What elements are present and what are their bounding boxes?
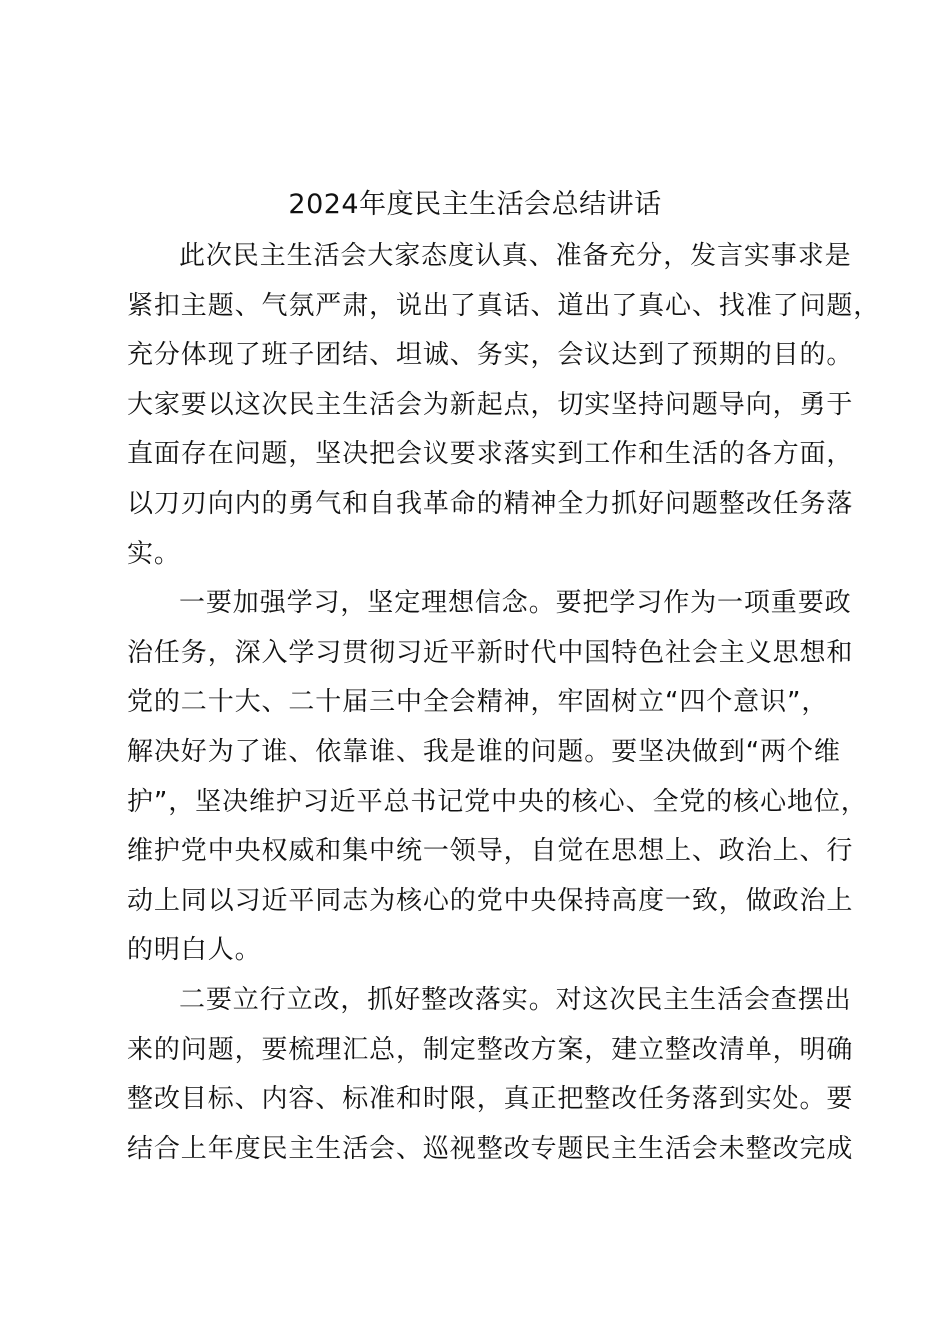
text-line: 充分体现了班子团结、坦诚、务实，会议达到了预期的目的。: [127, 340, 854, 371]
document-body: [127, 232, 881, 1174]
text-line: 直面存在问题，坚决把会议要求落实到工作和生活的各方面，: [127, 439, 854, 470]
text-line: 一要加强学习，坚定理想信念。要把学习作为一项重要政: [179, 588, 852, 619]
text-line: 此次民主生活会大家态度认真、准备充分，发言实事求是: [179, 241, 852, 271]
text-line: 动上同以习近平同志为核心的党中央保持高度一致，做政治上: [127, 885, 854, 916]
document-title: 2024年度民主生活会总结讲话: [288, 189, 662, 220]
text-line: 党的二十大、二十届三中全会精神，牢固树立“四个意识”，: [127, 687, 829, 718]
text-line: 治任务，深入学习贯彻习近平新时代中国特色社会主义思想和: [127, 637, 854, 668]
text-line: 的明白人。: [127, 935, 262, 966]
text-line: 二要立行立改，抓好整改落实。对这次民主生活会查摆出: [179, 984, 852, 1015]
text-line: 整改目标、内容、标准和时限，真正把整改任务落到实处。要: [127, 1084, 854, 1115]
text-line: 护”，坚决维护习近平总书记党中央的核心、全党的核心地位，: [127, 786, 868, 817]
text-line: 实。: [127, 538, 181, 569]
text-line: 紧扣主题、气氛严肃，说出了真话、道出了真心、找准了问题，: [127, 290, 881, 321]
text-line: 维护党中央权威和集中统一领导，自觉在思想上、政治上、行: [127, 836, 854, 867]
text-line: 大家要以这次民主生活会为新起点，切实坚持问题导向，勇于: [127, 389, 854, 420]
text-line: 结合上年度民主生活会、巡视整改专题民主生活会未整改完成: [127, 1133, 854, 1164]
text-line: 以刀刃向内的勇气和自我革命的精神全力抓好问题整改任务落: [127, 488, 854, 519]
text-line: 解决好为了谁、依靠谁、我是谁的问题。要坚决做到“两个维: [127, 736, 841, 767]
text-line: 来的问题，要梳理汇总，制定整改方案，建立整改清单，明确: [127, 1034, 854, 1065]
